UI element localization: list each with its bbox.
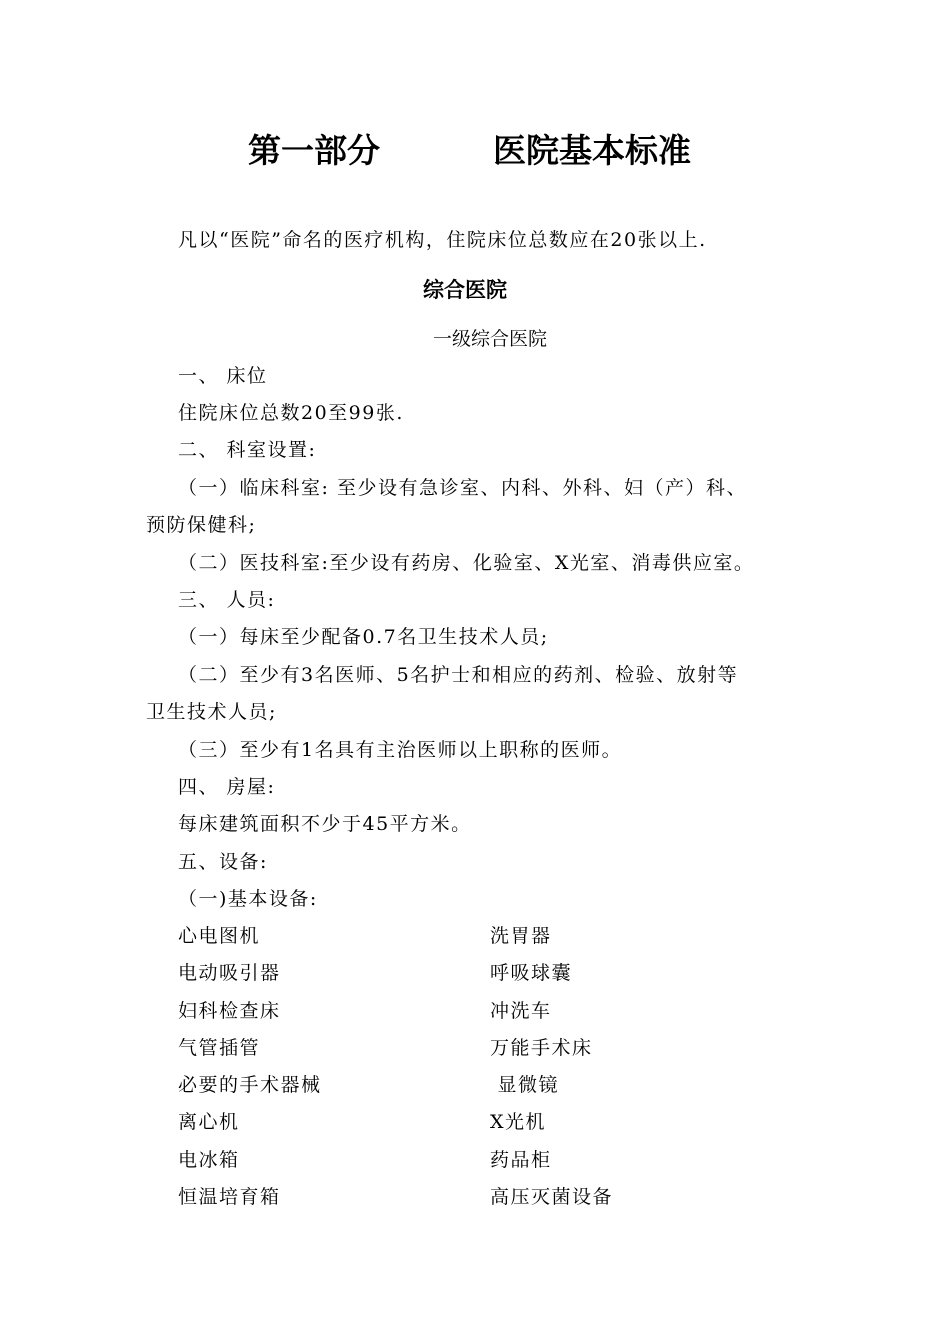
heading-departments: 二、 科室设置: <box>178 439 317 461</box>
text-medtech-departments: （二）医技科室:至少设有药房、化验室、X光室、消毒供应室。 <box>178 552 755 574</box>
equipment-item: 药品柜 <box>490 1149 552 1171</box>
heading-building: 四、 房屋: <box>178 776 276 798</box>
equipment-item: 呼吸球囊 <box>490 962 573 984</box>
text-clinical-departments-cont: 预防保健科; <box>146 514 257 536</box>
equipment-item: 必要的手术器械 <box>178 1074 322 1096</box>
title-part: 第一部分 <box>248 131 380 170</box>
equipment-item: 显微镜 <box>490 1074 560 1096</box>
text-staff-ratio: （一）每床至少配备0.7名卫生技术人员; <box>178 626 549 648</box>
heading-staff: 三、 人员: <box>178 589 276 611</box>
equipment-item: 冲洗车 <box>490 1000 552 1022</box>
equipment-item: 电冰箱 <box>178 1149 240 1171</box>
text-staff-minimum-cont: 卫生技术人员; <box>146 701 277 723</box>
text-staff-minimum: （二）至少有3名医师、5名护士和相应的药剂、检验、放射等 <box>178 664 739 686</box>
page-title <box>0 126 950 176</box>
equipment-item: X光机 <box>490 1111 547 1133</box>
equipment-item: 妇科检查床 <box>178 1000 281 1022</box>
subsection-heading: 一级综合医院 <box>432 328 547 350</box>
text-building-area: 每床建筑面积不少于45平方米。 <box>178 813 472 835</box>
heading-equipment: 五、设备: <box>178 851 268 873</box>
equipment-item: 洗胃器 <box>490 925 552 947</box>
heading-beds: 一、 床位 <box>178 365 268 387</box>
equipment-item: 心电图机 <box>178 925 261 947</box>
section-heading: 综合医院 <box>423 278 507 302</box>
intro-paragraph: 凡以“医院”命名的医疗机构，住院床位总数应在20张以上. <box>178 229 707 251</box>
heading-basic-equipment: （一)基本设备: <box>178 888 318 910</box>
text-bed-count: 住院床位总数20至99张. <box>178 402 404 424</box>
equipment-item: 万能手术床 <box>490 1037 593 1059</box>
title-main: 医院基本标准 <box>493 131 691 170</box>
equipment-item: 高压灭菌设备 <box>490 1186 614 1208</box>
text-clinical-departments: （一）临床科室: 至少设有急诊室、内科、外科、妇（产）科、 <box>178 477 747 499</box>
equipment-item: 恒温培育箱 <box>178 1186 281 1208</box>
text-attending-physician: （三）至少有1名具有主治医师以上职称的医师。 <box>178 739 623 761</box>
equipment-item: 气管插管 <box>178 1037 261 1059</box>
equipment-item: 电动吸引器 <box>178 962 281 984</box>
equipment-item: 离心机 <box>178 1111 240 1133</box>
